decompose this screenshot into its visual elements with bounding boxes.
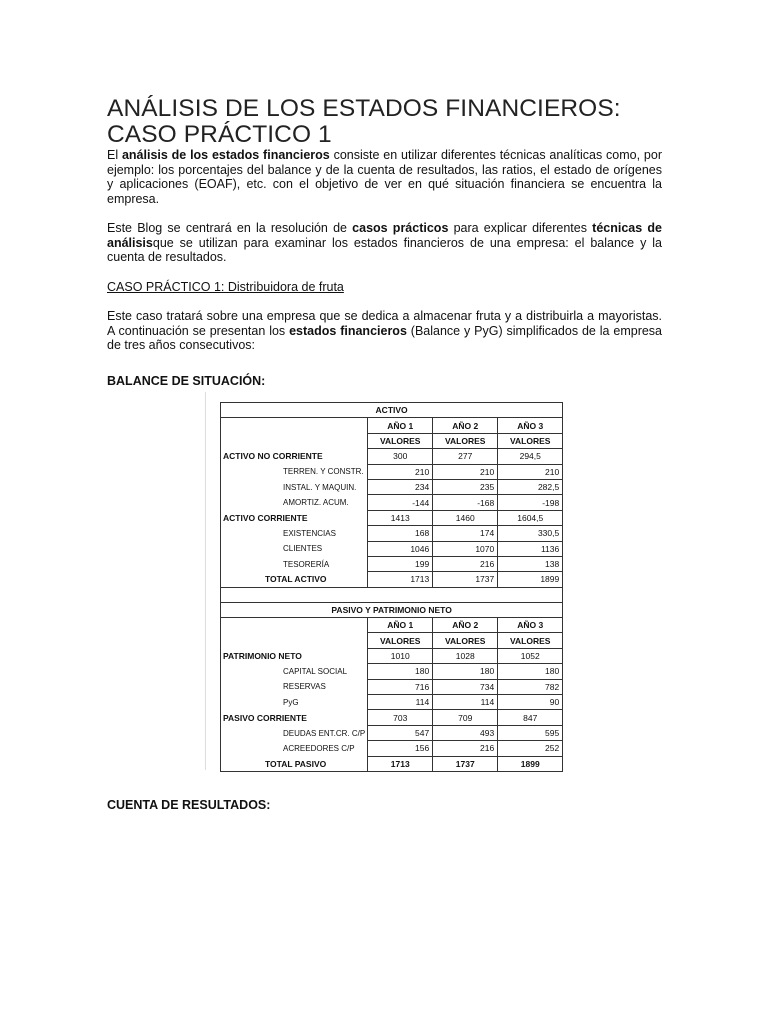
value-cell: -144 bbox=[368, 495, 433, 510]
year-header-row bbox=[221, 618, 563, 633]
row-group-label: PATRIMONIO NETO bbox=[221, 648, 368, 663]
value-cell: 847 bbox=[498, 710, 563, 725]
value-cell: 716 bbox=[368, 679, 433, 694]
document-body bbox=[107, 96, 662, 388]
blank-cell bbox=[221, 433, 368, 448]
table-row bbox=[221, 741, 563, 756]
intro-paragraph: El análisis de los estados financieros consiste en utilizar diferentes técnicas analíticas como, por ejemplo: los porcentajes del balance y de la cuenta de resultados, las ratios, el estado de orígenes y aplicaciones (EOAF), etc. con el objetivo de ver en qué situación financiera se encuentra la empresa. bbox=[107, 148, 662, 206]
values-header-row bbox=[221, 433, 563, 448]
value-cell: 174 bbox=[433, 526, 498, 541]
value-cell: 294,5 bbox=[498, 449, 563, 464]
balance-table bbox=[220, 402, 563, 772]
row-group-label: ACTIVO NO CORRIENTE bbox=[221, 449, 368, 464]
value-cell: 1010 bbox=[368, 648, 433, 663]
value-cell: 734 bbox=[433, 679, 498, 694]
value-cell: 114 bbox=[433, 695, 498, 710]
spacer-row bbox=[221, 587, 563, 602]
value-cell: 216 bbox=[433, 556, 498, 571]
value-cell: 1413 bbox=[368, 510, 433, 525]
value-cell: 210 bbox=[368, 464, 433, 479]
row-item-label: RESERVAS bbox=[221, 679, 368, 694]
pasivo-title bbox=[221, 602, 563, 617]
values-header: VALORES bbox=[498, 433, 563, 448]
value-cell: 168 bbox=[368, 526, 433, 541]
case-heading: CASO PRÁCTICO 1: Distribuidora de fruta bbox=[107, 279, 344, 294]
total-value: 1737 bbox=[433, 572, 498, 587]
year-header-row bbox=[221, 418, 563, 433]
value-cell: -198 bbox=[498, 495, 563, 510]
blank-cell bbox=[221, 633, 368, 648]
value-cell: 277 bbox=[433, 449, 498, 464]
value-cell: 138 bbox=[498, 556, 563, 571]
values-header: VALORES bbox=[368, 633, 433, 648]
year-header: AÑO 2 bbox=[433, 618, 498, 633]
value-cell: 210 bbox=[498, 464, 563, 479]
total-value: 1713 bbox=[368, 756, 433, 771]
year-header: AÑO 3 bbox=[498, 418, 563, 433]
row-group-label: PASIVO CORRIENTE bbox=[221, 710, 368, 725]
total-value: 1899 bbox=[498, 572, 563, 587]
table-row bbox=[221, 510, 563, 525]
value-cell: 235 bbox=[433, 479, 498, 494]
value-cell: 493 bbox=[433, 725, 498, 740]
table-row bbox=[221, 526, 563, 541]
total-label: TOTAL PASIVO bbox=[221, 756, 368, 771]
value-cell: 1028 bbox=[433, 648, 498, 663]
value-cell: 1136 bbox=[498, 541, 563, 556]
value-cell: 282,5 bbox=[498, 479, 563, 494]
value-cell: 234 bbox=[368, 479, 433, 494]
value-cell: 114 bbox=[368, 695, 433, 710]
balance-heading: BALANCE DE SITUACIÓN: bbox=[107, 373, 266, 388]
value-cell: 1460 bbox=[433, 510, 498, 525]
value-cell: 1052 bbox=[498, 648, 563, 663]
value-cell: 782 bbox=[498, 679, 563, 694]
results-heading: CUENTA DE RESULTADOS: bbox=[107, 798, 271, 812]
page-title: ANÁLISIS DE LOS ESTADOS FINANCIEROS: CASO PRÁCTICO 1 bbox=[107, 95, 621, 148]
value-cell: 1604,5 bbox=[498, 510, 563, 525]
table-row bbox=[221, 648, 563, 663]
table-row bbox=[221, 725, 563, 740]
value-cell: 547 bbox=[368, 725, 433, 740]
table-row bbox=[221, 679, 563, 694]
value-cell: 180 bbox=[498, 664, 563, 679]
value-cell: 252 bbox=[498, 741, 563, 756]
value-cell: 709 bbox=[433, 710, 498, 725]
balance-table-image bbox=[205, 392, 564, 770]
value-cell: 180 bbox=[368, 664, 433, 679]
table-row bbox=[221, 479, 563, 494]
table-row bbox=[221, 556, 563, 571]
activo-title bbox=[221, 403, 563, 418]
spacer-cell bbox=[221, 587, 563, 602]
value-cell: 300 bbox=[368, 449, 433, 464]
value-cell: -168 bbox=[433, 495, 498, 510]
row-item-label: AMORTIZ. ACUM. bbox=[221, 495, 368, 510]
values-header: VALORES bbox=[368, 433, 433, 448]
value-cell: 330,5 bbox=[498, 526, 563, 541]
row-item-label: TESORERÍA bbox=[221, 556, 368, 571]
row-item-label: PyG bbox=[221, 695, 368, 710]
table-row bbox=[221, 664, 563, 679]
table-row bbox=[221, 449, 563, 464]
value-cell: 1046 bbox=[368, 541, 433, 556]
total-label: TOTAL ACTIVO bbox=[221, 572, 368, 587]
row-item-label: CLIENTES bbox=[221, 541, 368, 556]
value-cell: 1070 bbox=[433, 541, 498, 556]
blank-cell bbox=[221, 418, 368, 433]
row-group-label: ACTIVO CORRIENTE bbox=[221, 510, 368, 525]
total-row bbox=[221, 572, 563, 587]
pasivo-title-cell: PASIVO Y PATRIMONIO NETO bbox=[221, 602, 563, 617]
total-value: 1899 bbox=[498, 756, 563, 771]
case-paragraph: Este caso tratará sobre una empresa que se dedica a almacenar fruta y a distribuirla a mayoristas. A continuación se presentan los estados financieros (Balance y PyG) simplificados de la empresa de tres años consecutivos: bbox=[107, 309, 663, 352]
blank-cell bbox=[221, 618, 368, 633]
table-row bbox=[221, 710, 563, 725]
values-header: VALORES bbox=[498, 633, 563, 648]
row-item-label: ACREEDORES C/P bbox=[221, 741, 368, 756]
blog-paragraph: Este Blog se centrará en la resolución de casos prácticos para explicar diferentes técnicas de análisisque se utilizan para examinar los estados financieros de una empresa: el balance y la cuenta de resultados. bbox=[107, 221, 662, 264]
values-header-row bbox=[221, 633, 563, 648]
value-cell: 199 bbox=[368, 556, 433, 571]
values-header: VALORES bbox=[433, 633, 498, 648]
value-cell: 156 bbox=[368, 741, 433, 756]
row-item-label: TERREN. Y CONSTR. bbox=[221, 464, 368, 479]
year-header: AÑO 2 bbox=[433, 418, 498, 433]
value-cell: 216 bbox=[433, 741, 498, 756]
total-value: 1713 bbox=[368, 572, 433, 587]
row-item-label: CAPITAL SOCIAL bbox=[221, 664, 368, 679]
table-row bbox=[221, 464, 563, 479]
value-cell: 180 bbox=[433, 664, 498, 679]
table-row bbox=[221, 495, 563, 510]
year-header: AÑO 1 bbox=[368, 618, 433, 633]
year-header: AÑO 3 bbox=[498, 618, 563, 633]
activo-title-cell: ACTIVO bbox=[221, 403, 563, 418]
total-row bbox=[221, 756, 563, 771]
row-item-label: DEUDAS ENT.CR. C/P bbox=[221, 725, 368, 740]
row-item-label: EXISTENCIAS bbox=[221, 526, 368, 541]
value-cell: 595 bbox=[498, 725, 563, 740]
value-cell: 90 bbox=[498, 695, 563, 710]
row-item-label: INSTAL. Y MAQUIN. bbox=[221, 479, 368, 494]
total-value: 1737 bbox=[433, 756, 498, 771]
year-header: AÑO 1 bbox=[368, 418, 433, 433]
value-cell: 210 bbox=[433, 464, 498, 479]
table-row bbox=[221, 695, 563, 710]
table-row bbox=[221, 541, 563, 556]
values-header: VALORES bbox=[433, 433, 498, 448]
value-cell: 703 bbox=[368, 710, 433, 725]
